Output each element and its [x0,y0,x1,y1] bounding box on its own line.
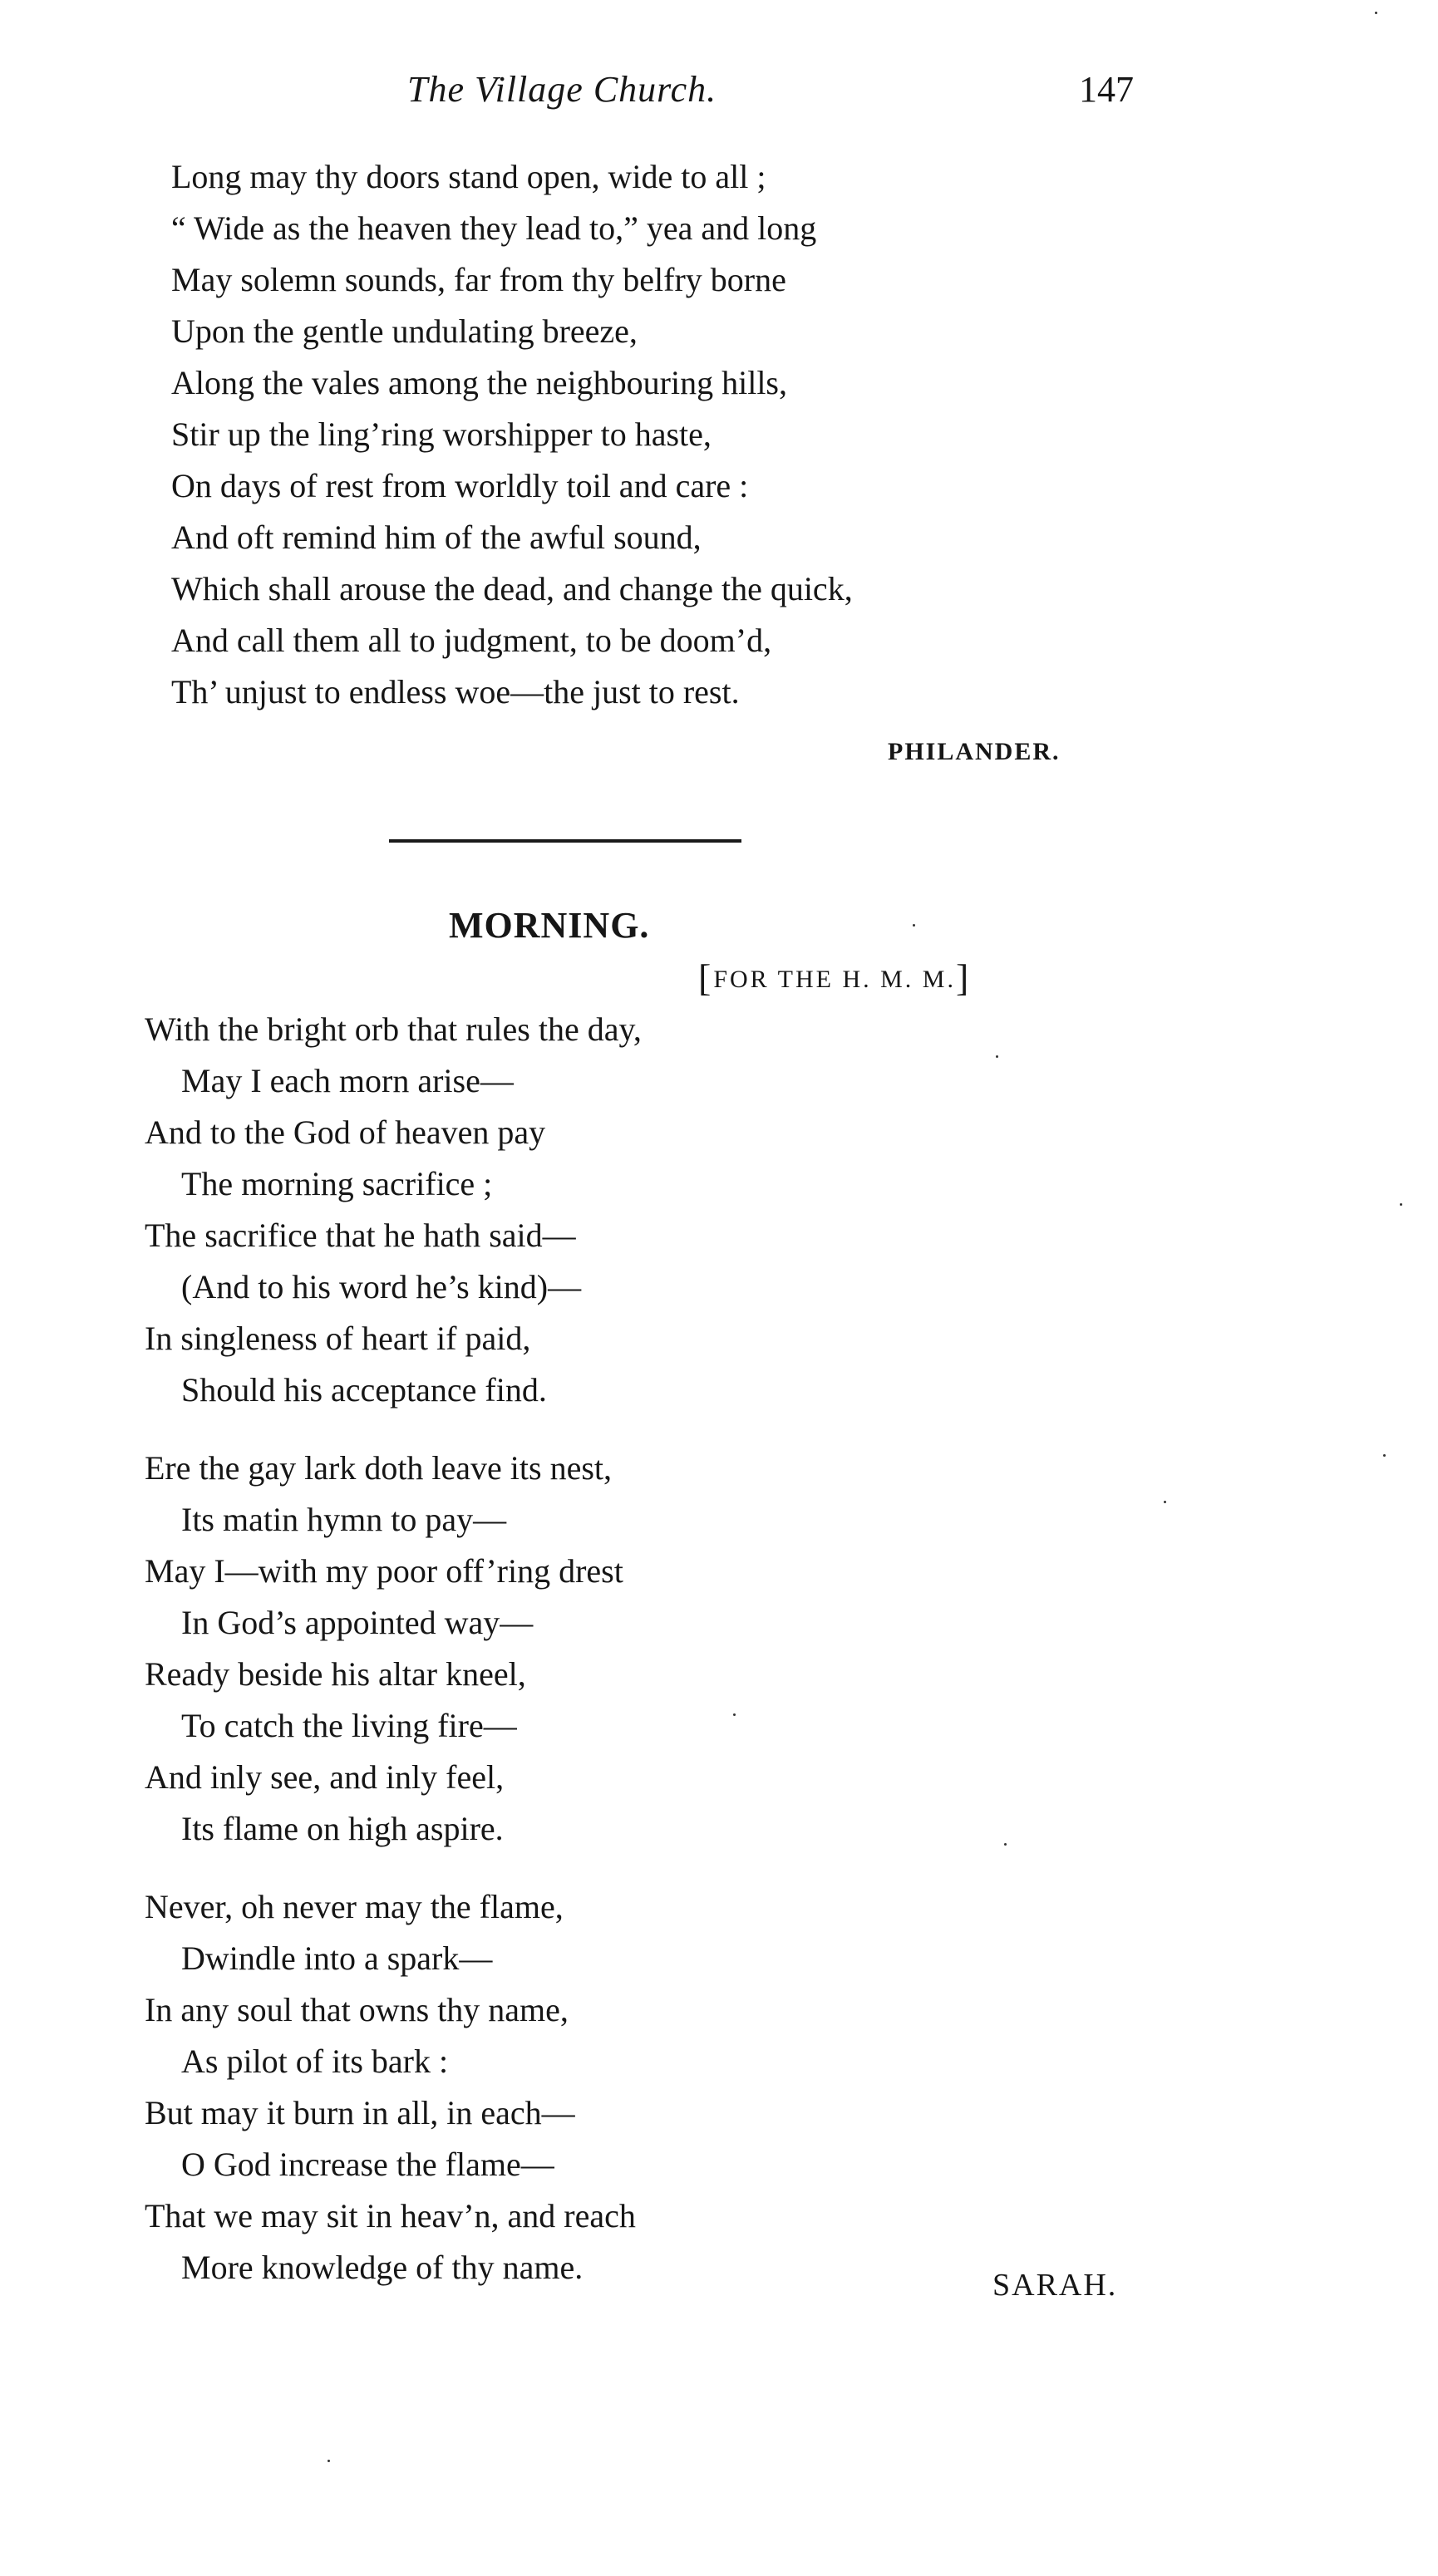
poem-title-morning: MORNING. [449,905,650,946]
print-speck [1400,1203,1402,1206]
poem-line: And oft remind him of the awful sound, [171,519,702,556]
poem-line: More knowledge of thy name. [181,2249,584,2286]
poem-line: Its flame on high aspire. [181,1810,504,1847]
poem-signature-philander: PHILANDER. [888,738,1061,765]
poem-line: (And to his word he’s kind)— [181,1268,582,1305]
poem-morning [145,1004,1142,2320]
poem-line: Its matin hymn to pay— [181,1501,507,1538]
print-speck [1004,1843,1007,1846]
print-speck [913,924,915,927]
poem-line: Stir up the ling’ring worshipper to haste, [171,415,712,453]
print-speck [1383,1454,1386,1457]
running-header-title: The Village Church. [407,69,717,110]
poem-line: And call them all to judgment, to be doom’d, [171,622,772,659]
poem-line: Should his acceptance find. [181,1371,547,1408]
print-speck [1164,1501,1166,1503]
stanza-3 [145,1881,1142,2293]
poem-village-church-ending [171,151,1127,718]
poem-dedication: [FOR THE H. M. M.] [698,956,972,999]
poem-line: Ere the gay lark doth leave its nest, [145,1449,613,1487]
print-speck [327,2460,330,2462]
stanza-2 [145,1443,1142,1855]
poem-line: In any soul that owns thy name, [145,1991,569,2028]
poem-line: The morning sacrifice ; [181,1165,493,1202]
page-number: 147 [1079,69,1134,110]
print-speck [1375,12,1377,14]
poem-line: “ Wide as the heaven they lead to,” yea and long [171,209,817,247]
poem-line: Th’ unjust to endless woe—the just to rest. [171,673,740,710]
poem-line: May I—with my poor off’ring drest [145,1552,623,1590]
poem-line: Dwindle into a spark— [181,1939,493,1977]
poem-line: Upon the gentle undulating breeze, [171,312,638,350]
poem-line: May I each morn arise— [181,1062,514,1099]
poem-line: May solemn sounds, far from thy belfry borne [171,261,786,298]
poem-line: But may it burn in all, in each— [145,2094,575,2131]
dedication-text: FOR THE H. M. M. [713,966,956,993]
poem-line: In singleness of heart if paid, [145,1320,531,1357]
section-divider-rule [389,839,741,843]
poem-line: With the bright orb that rules the day, [145,1010,642,1048]
poem-line: O God increase the flame— [181,2146,554,2183]
poem-line: Which shall arouse the dead, and change the quick, [171,570,853,607]
print-speck [996,1055,998,1058]
poem-line: And inly see, and inly feel, [145,1758,505,1796]
poem-line: In God’s appointed way— [181,1604,534,1641]
poem-line: That we may sit in heav’n, and reach [145,2197,636,2234]
poem-line: On days of rest from worldly toil and care : [171,467,749,504]
poem-line: Never, oh never may the flame, [145,1888,564,1925]
poem-signature-sarah: SARAH. [992,2268,1118,2303]
poem-line: The sacrifice that he hath said— [145,1217,576,1254]
poem-line: Long may thy doors stand open, wide to all ; [171,158,766,195]
poem-line: To catch the living fire— [181,1707,517,1744]
poem-line: Along the vales among the neighbouring hills, [171,364,787,401]
poem-line: As pilot of its bark : [181,2043,449,2080]
stanza-1 [145,1004,1142,1416]
poem-line: Ready beside his altar kneel, [145,1655,526,1693]
print-speck [733,1713,736,1716]
poem-line: And to the God of heaven pay [145,1113,546,1151]
